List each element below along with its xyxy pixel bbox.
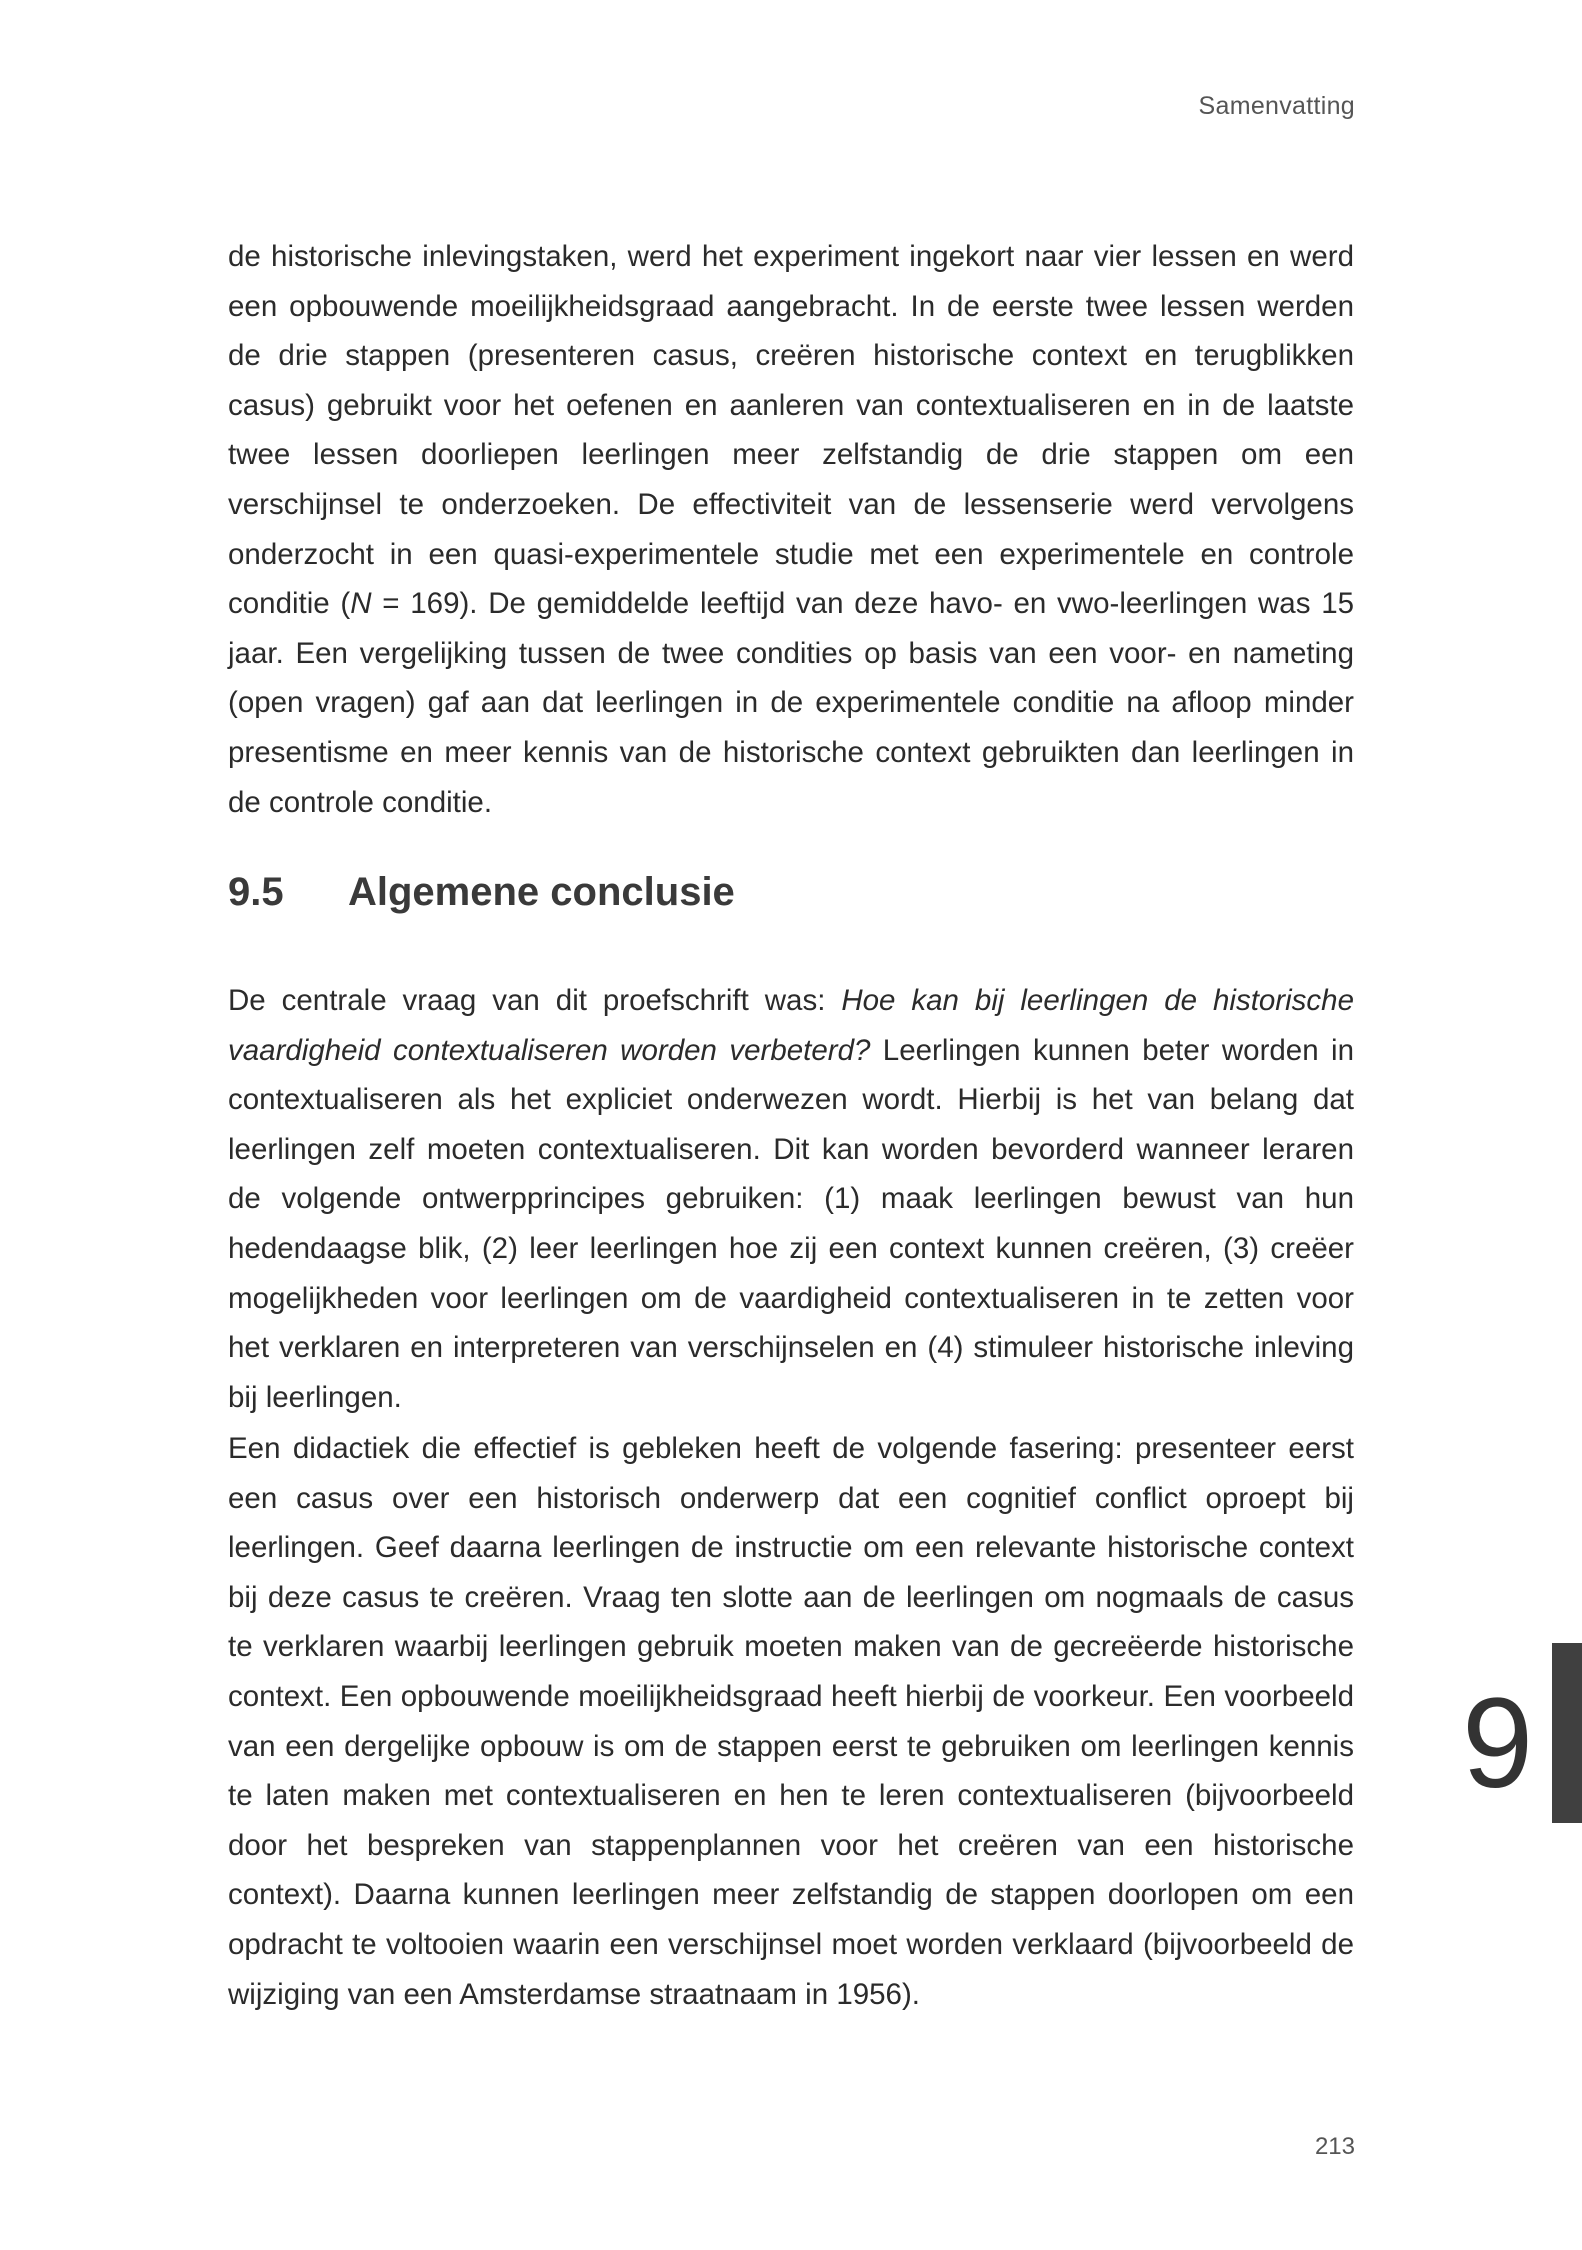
paragraph-central-question: [228, 976, 1354, 1422]
paragraph-experiment: [228, 232, 1354, 827]
central-question-lead: De centrale vraag van dit proefschrift was:: [228, 984, 842, 1017]
chapter-number: 9: [1462, 1672, 1534, 1815]
paragraph-intro-block: [228, 232, 1354, 827]
paragraph-experiment-text: de historische inlevingstaken, werd het experiment ingekort naar vier lessen en werd een opbouwende moeilijkheidsgraad aangebracht. In de eerste twee lessen werden de drie stappen (presenteren casus, creëren historische context en terugblikken casus) gebruikt voor het oefenen en aanleren van contextualiseren en in de laatste twee lessen doorliepen leerlingen meer zelfstandig de drie stappen om een verschijnsel te onderzoeken. De effectiviteit van de lessenserie werd vervolgens onderzocht in een quasi-experimentele studie met een experimentele en controle conditie (: [228, 240, 1354, 621]
page-number: 213: [1314, 2133, 1355, 2160]
running-header: Samenvatting: [1198, 92, 1355, 120]
section-heading: [228, 870, 735, 915]
paragraph-didactics: Een didactiek die effectief is gebleken heeft de volgende fasering: presenteer eerst een casus over een historisch onderwerp dat een cognitief conflict oproept bij leerlingen. Geef daarna leerlingen de instructie om een relevante historische context bij deze casus te creëren. Vraag ten slotte aan de leerlingen om nogmaals de casus te verklaren waarbij leerlingen gebruik moeten maken van de gecreëerde historische context. Een opbouwende moeilijkheidsgraad heeft hierbij de voorkeur. Een voorbeeld van een dergelijke opbouw is om de stappen eerst te gebruiken om leerlingen kennis te laten maken met contextualiseren en hen te leren contextualiseren (bijvoorbeeld door het bespreken van stappenplannen voor het creëren van een historische context). Daarna kunnen leerlingen meer zelfstandig de stappen doorlopen om een opdracht te voltooien waarin een verschijnsel moet worden verklaard (bijvoorbeeld de wijziging van een Amsterdamse straatnaam in 1956).: [228, 1432, 1354, 2011]
paragraph-experiment-text-rest: = 169). De gemiddelde leeftijd van deze havo- en vwo-leerlingen was 15 jaar. Een vergelijking tussen de twee condities op basis van een voor- en nameting (open vragen) gaf aan dat leerlingen in de experimentele conditie na afloop minder presentisme en meer kennis van de historische context gebruikten dan leerlingen in de controle conditie.: [228, 587, 1355, 819]
paragraph-conclusion-block: [228, 976, 1354, 1422]
sample-size-symbol: N: [350, 587, 372, 621]
section-number: 9.5: [228, 870, 284, 914]
section-title: Algemene conclusie: [348, 870, 735, 914]
paragraph-didactics-block: [228, 1424, 1354, 2019]
central-question: Hoe kan bij leerlingen de historische vaardigheid contextualiseren worden verbeterd?: [228, 984, 1354, 1067]
chapter-tab-marker: [1552, 1643, 1582, 1823]
central-question-answer: Leerlingen kunnen beter worden in contextualiseren als het expliciet onderwezen wordt. Hierbij is het van belang dat leerlingen zelf moeten contextualiseren. Dit kan worden bevorderd wanneer leraren de volgende ontwerpprincipes gebruiken: (1) maak leerlingen bewust van hun hedendaagse blik, (2) leer leerlingen hoe zij een context kunnen creëren, (3) creëer mogelijkheden voor leerlingen om de vaardigheid contextualiseren in te zetten voor het verklaren en interpreteren van verschijnselen en (4) stimuleer historische inleving bij leerlingen.: [228, 1033, 1354, 1414]
